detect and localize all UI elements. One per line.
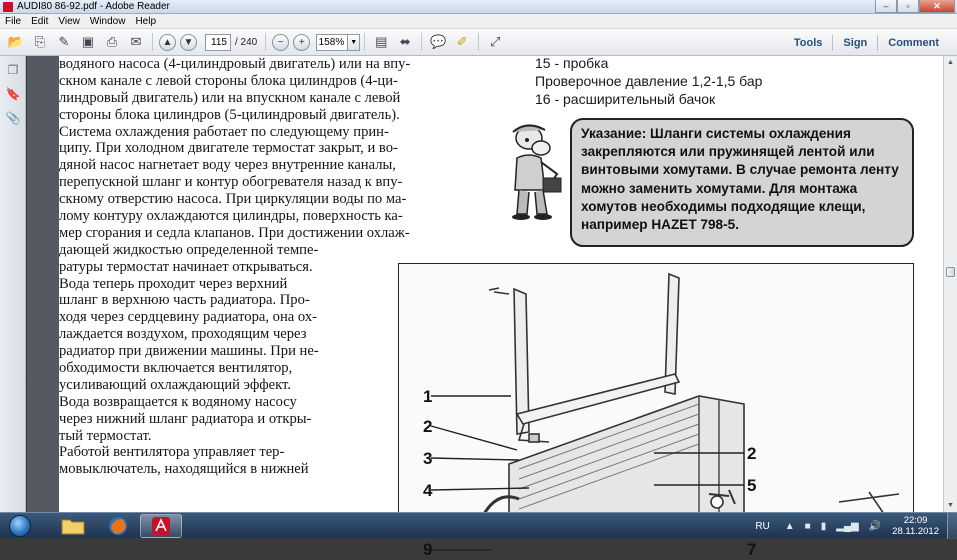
folder-icon — [61, 517, 85, 535]
menu-help[interactable]: Help — [135, 15, 157, 27]
figure-label: 1 — [423, 387, 433, 406]
adobe-reader-icon — [151, 516, 171, 536]
toolbar-separator — [421, 33, 422, 51]
firefox-icon — [108, 516, 128, 536]
text-line: линдровый двигатель) или на впускном канале с левой — [59, 89, 401, 106]
show-hidden-icons-icon[interactable]: ▲ — [784, 520, 795, 532]
zoom-out-icon[interactable]: − — [272, 34, 289, 51]
text-line: стороны блока цилиндров (5-цилиндровый двигатель). — [59, 106, 400, 123]
language-indicator[interactable]: RU — [755, 520, 770, 532]
figure-legend — [535, 54, 762, 108]
attachments-icon[interactable]: 📎 — [5, 111, 21, 125]
toolbar — [0, 29, 957, 56]
email-icon[interactable]: ✉ — [130, 34, 142, 49]
taskbar-explorer[interactable] — [52, 514, 94, 538]
prev-page-icon[interactable]: ▲ — [159, 34, 176, 51]
comment-icon[interactable]: 💬 — [430, 34, 447, 49]
network-icon[interactable]: ▂▄▆ — [836, 520, 859, 532]
bookmarks-icon[interactable]: 🔖 — [5, 87, 21, 101]
text-line: мер сгорания и седла клапанов. При достижении охлаж- — [59, 224, 410, 241]
mechanic-illustration — [505, 118, 567, 222]
vertical-scrollbar[interactable] — [943, 56, 957, 512]
fit-page-icon[interactable]: ▤ — [375, 34, 388, 49]
figure-label: 4 — [423, 481, 433, 500]
minimize-button[interactable]: – — [875, 0, 897, 13]
zoom-dropdown-icon[interactable]: ▼ — [348, 34, 360, 51]
navigation-pane — [0, 56, 26, 512]
text-line: шланг в верхнюю часть радиатора. Про- — [59, 292, 310, 309]
window-title: AUDI80 86-92.pdf - Adobe Reader — [17, 1, 170, 12]
figure-label: 7 — [747, 540, 757, 559]
text-line: обходимости включается вентилятор, — [59, 360, 293, 377]
action-center-icon[interactable]: ■ — [804, 520, 811, 532]
menu-window[interactable]: Window — [89, 15, 126, 27]
scroll-down-icon[interactable]: ▼ — [947, 502, 954, 509]
title-bar — [0, 0, 957, 14]
legend-line: Проверочное давление 1,2-1,5 бар — [535, 73, 763, 89]
start-button[interactable] — [3, 513, 37, 539]
clock[interactable] — [892, 515, 939, 537]
legend-line: 15 - пробка — [535, 55, 609, 71]
clock-date: 28.11.2012 — [892, 526, 939, 537]
scroll-up-icon[interactable]: ▲ — [947, 59, 954, 66]
text-line: лому контуру охлаждаются цилиндры, поверхность ка- — [59, 208, 403, 225]
menu-bar — [0, 14, 957, 29]
page-gutter — [27, 56, 59, 512]
menu-file[interactable]: File — [5, 15, 22, 27]
windows-orb-icon — [9, 515, 31, 537]
close-button[interactable]: ✕ — [919, 0, 955, 13]
next-page-icon[interactable]: ▼ — [180, 34, 197, 51]
text-line: тый термостат. — [59, 427, 152, 444]
page-number-input[interactable]: 115 — [205, 34, 231, 51]
adobe-reader-icon — [3, 2, 13, 12]
text-line: перепускной шланг и контур обогревателя назад к впу- — [59, 174, 403, 191]
save-icon[interactable]: ▣ — [81, 34, 95, 49]
figure-label: 5 — [747, 476, 757, 495]
text-line: мовыключатель, находящийся в нижней — [59, 461, 309, 478]
print-icon[interactable]: ⎙ — [106, 34, 118, 49]
text-line: водяного насоса (4-цилиндровый двигатель) или на впу- — [59, 56, 411, 72]
volume-icon[interactable]: 🔊 — [868, 520, 882, 532]
tools-link[interactable]: Tools — [793, 36, 823, 49]
text-line: через нижний шланг радиатора и откры- — [59, 410, 312, 427]
text-line: радиатор при движении машины. При не- — [59, 343, 319, 360]
text-line: дающей жидкостью определенной темпе- — [59, 241, 319, 258]
edit-icon[interactable]: ✎ — [58, 34, 70, 49]
taskbar-firefox[interactable] — [97, 514, 139, 538]
toolbar-separator — [265, 33, 266, 51]
legend-line: 16 - расширительный бачок — [535, 91, 716, 107]
create-pdf-icon[interactable]: ⎘ — [34, 34, 46, 49]
figure-label: 9 — [423, 540, 433, 559]
menu-edit[interactable]: Edit — [31, 15, 49, 27]
zoom-input[interactable]: 158% — [316, 34, 348, 51]
figure-label: 2 — [747, 444, 757, 463]
text-line: дяной насос нагнетает воду через внутренние каналы, — [59, 157, 396, 174]
note-box: Указание: Шланги системы охлаждения закрепляются или пружинящей лентой или винтовыми хомутами. В случае ремонта ленту можно заменить хомутами. Для монтажа хомутов необходимы подходящие клещи, например HAZET 798-5. — [570, 118, 914, 247]
comment-link[interactable]: Comment — [888, 36, 939, 49]
text-line: скном канале с левой стороны блока цилиндров (4-ци- — [59, 72, 398, 89]
sign-link[interactable]: Sign — [843, 36, 868, 49]
text-line: Система охлаждения работает по следующему прин- — [59, 123, 389, 140]
task-pane-links — [784, 29, 949, 56]
pages-panel-icon[interactable]: ❐ — [7, 63, 19, 77]
text-line: лаждается воздухом, проходящим через — [59, 326, 307, 343]
menu-view[interactable]: View — [58, 15, 80, 27]
window-controls — [875, 0, 955, 13]
radiator-drawing — [399, 264, 915, 524]
text-line: Вода возвращается к водяному насосу — [59, 393, 297, 410]
zoom-in-icon[interactable]: + — [293, 34, 310, 51]
figure-label: 2 — [423, 417, 433, 436]
power-icon[interactable]: ▮ — [820, 520, 827, 532]
text-line: ратуры термостат начинает открываться. — [59, 258, 313, 275]
text-line: скному отверстию насоса. При циркуляции воды по ма- — [59, 191, 407, 208]
fit-width-icon[interactable]: ⬌ — [399, 34, 411, 49]
fullscreen-icon[interactable]: ⤢ — [490, 34, 501, 49]
scroll-thumb[interactable] — [946, 267, 955, 277]
page-total: / 240 — [235, 36, 258, 48]
text-line: ципу. При холодном двигателе термостат закрыт, и во- — [59, 140, 398, 157]
maximize-button[interactable]: ▫ — [897, 0, 919, 13]
figure-label: 3 — [423, 449, 433, 468]
system-tray — [755, 513, 957, 539]
highlight-icon[interactable]: ✐ — [456, 34, 468, 49]
text-line: Вода теперь проходит через верхний — [59, 275, 288, 292]
text-line: Работой вентилятора управляет тер- — [59, 444, 285, 461]
taskbar-adobe-reader[interactable] — [140, 514, 182, 538]
toolbar-separator — [152, 33, 153, 51]
taskbar — [0, 512, 957, 538]
open-icon[interactable]: 📂 — [7, 34, 25, 49]
clock-time: 22:09 — [903, 515, 928, 526]
show-desktop-button[interactable] — [947, 513, 957, 539]
text-line: ходя через сердцевину радиатора, она ох- — [59, 309, 317, 326]
toolbar-separator — [478, 33, 479, 51]
toolbar-separator — [364, 33, 365, 51]
text-line: усиливающий охлаждающий эффект. — [59, 376, 291, 393]
